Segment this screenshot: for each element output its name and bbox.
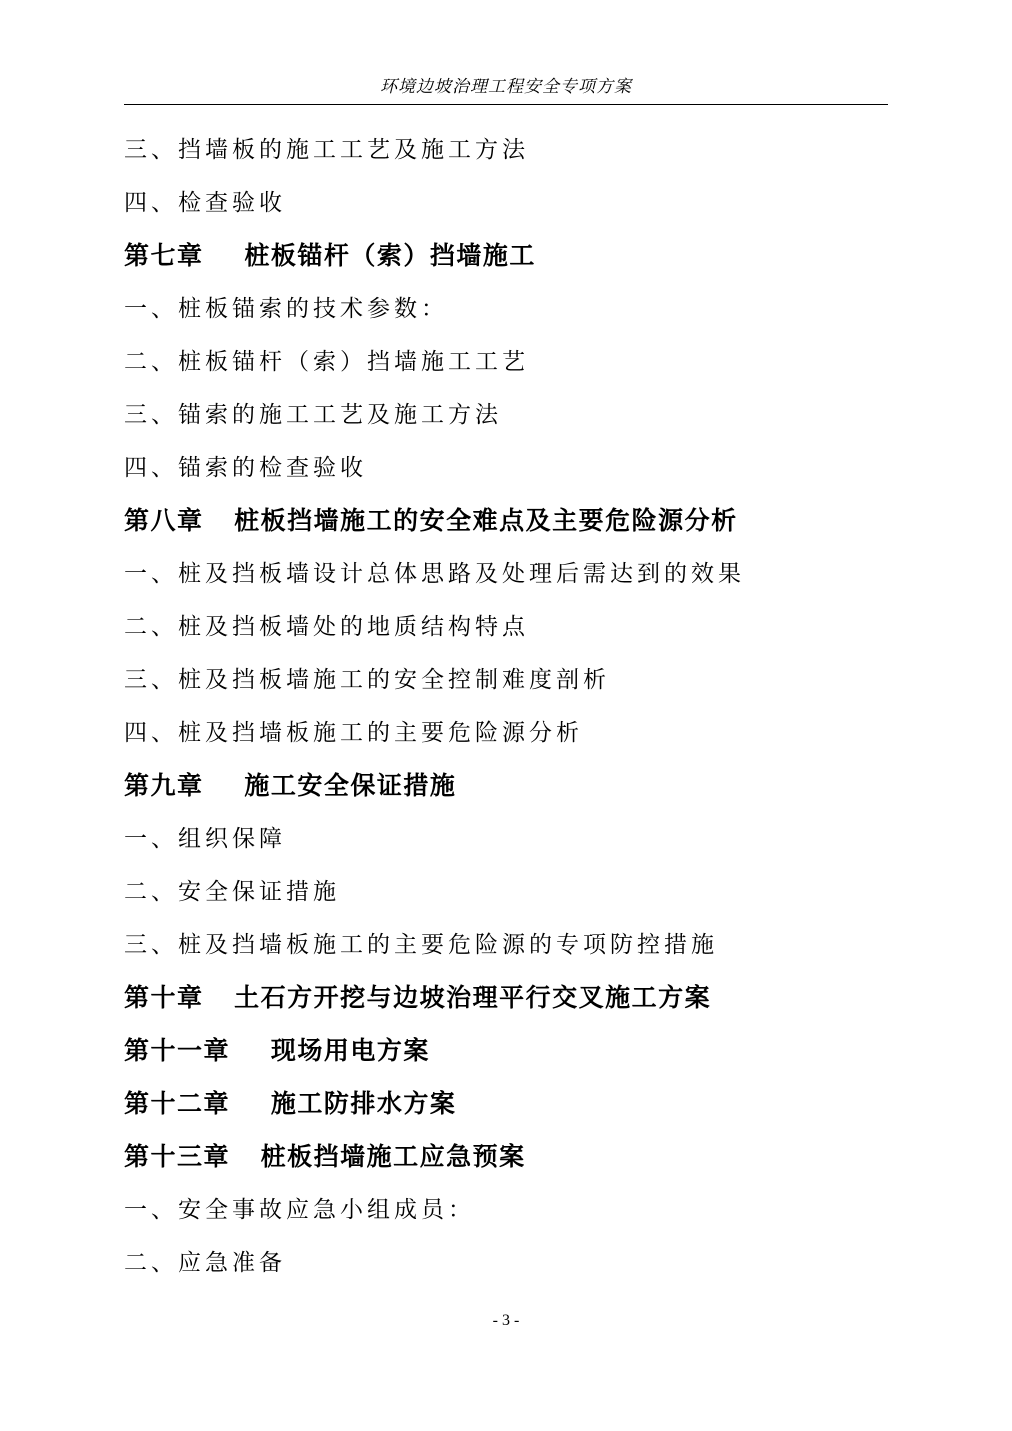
toc-chapter-heading: 第十二章 施工防排水方案 <box>124 1089 457 1118</box>
toc-section-line: 一、桩及挡板墙设计总体思路及处理后需达到的效果 <box>124 561 745 587</box>
page-header-title: 环境边坡治理工程安全专项方案 <box>380 77 632 97</box>
header-divider <box>124 104 888 105</box>
toc-chapter-heading: 第八章 桩板挡墙施工的安全难点及主要危险源分析 <box>124 506 738 535</box>
toc-section-line: 三、桩及挡墙板施工的主要危险源的专项防控措施 <box>124 932 718 958</box>
toc-section-line: 三、锚索的施工工艺及施工方法 <box>124 402 502 428</box>
toc-section-line: 四、锚索的检查验收 <box>124 455 367 481</box>
toc-section-line: 二、桩板锚杆（索）挡墙施工工艺 <box>124 349 529 375</box>
toc-section-line: 一、桩板锚索的技术参数： <box>124 296 448 322</box>
toc-section-line: 一、安全事故应急小组成员： <box>124 1197 475 1223</box>
toc-section-line: 四、检查验收 <box>124 190 286 216</box>
toc-section-line: 三、桩及挡板墙施工的安全控制难度剖析 <box>124 667 610 693</box>
toc-chapter-heading: 第十三章 桩板挡墙施工应急预案 <box>124 1142 526 1171</box>
toc-chapter-heading: 第九章 施工安全保证措施 <box>124 771 457 800</box>
toc-section-line: 二、应急准备 <box>124 1250 286 1276</box>
toc-section-line: 二、安全保证措施 <box>124 879 340 905</box>
toc-section-line: 四、桩及挡墙板施工的主要危险源分析 <box>124 720 583 746</box>
table-of-contents <box>124 127 888 1293</box>
toc-section-line: 三、挡墙板的施工工艺及施工方法 <box>124 137 529 163</box>
toc-chapter-heading: 第十一章 现场用电方案 <box>124 1036 430 1065</box>
toc-chapter-heading: 第十章 土石方开挖与边坡治理平行交叉施工方案 <box>124 983 712 1012</box>
toc-chapter-heading: 第七章 桩板锚杆（索）挡墙施工 <box>124 241 536 270</box>
toc-section-line: 二、桩及挡板墙处的地质结构特点 <box>124 614 529 640</box>
page-number: - 3 - <box>492 1312 520 1329</box>
toc-section-line: 一、组织保障 <box>124 826 286 852</box>
